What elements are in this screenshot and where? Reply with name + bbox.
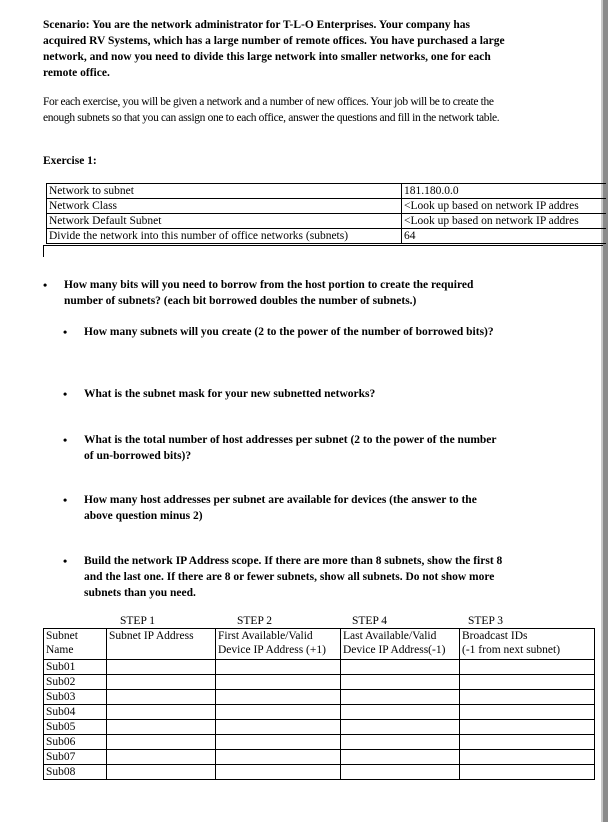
last-valid-cell[interactable] [341, 735, 460, 750]
broadcast-cell[interactable] [460, 720, 595, 735]
question-total-hosts [63, 432, 504, 464]
header-line: Name [46, 644, 74, 656]
table-row [44, 720, 595, 735]
question-subnet-mask [63, 386, 504, 402]
question-text: What is the subnet mask for your new subnetted networks? [84, 388, 376, 400]
subnet-ip-cell[interactable] [107, 735, 216, 750]
table-underline [43, 245, 603, 246]
info-value: <Look up based on network IP addres [402, 199, 607, 214]
broadcast-cell[interactable] [460, 690, 595, 705]
header-broadcast [460, 629, 595, 660]
subnet-name: Sub07 [44, 750, 107, 765]
question-subnet-count [63, 324, 504, 340]
header-line: (-1 from next subnet) [462, 644, 561, 656]
subnet-ip-cell[interactable] [107, 750, 216, 765]
info-row [47, 199, 607, 214]
question-available-hosts [63, 492, 504, 524]
header-line: Subnet IP Address [109, 630, 194, 642]
bullet-icon: • [63, 387, 68, 401]
info-row [47, 184, 607, 199]
table-row [44, 750, 595, 765]
table-row [44, 705, 595, 720]
subnet-name: Sub02 [44, 675, 107, 690]
header-line: Subnet [46, 630, 78, 642]
last-valid-cell[interactable] [341, 690, 460, 705]
question-text: How many host addresses per subnet are available for devices (the answer to the above question minus 2) [84, 494, 477, 522]
broadcast-cell[interactable] [460, 660, 595, 675]
subnet-name: Sub08 [44, 765, 107, 780]
first-valid-cell[interactable] [216, 690, 341, 705]
header-first-available [216, 629, 341, 660]
exercise-title: Exercise 1: [43, 155, 97, 167]
subnet-ip-cell[interactable] [107, 705, 216, 720]
info-label: Divide the network into this number of office networks (subnets) [47, 229, 402, 244]
table-row [44, 690, 595, 705]
bullet-icon: • [63, 554, 68, 568]
header-row [44, 629, 595, 660]
last-valid-cell[interactable] [341, 705, 460, 720]
subnet-ip-cell[interactable] [107, 675, 216, 690]
info-label: Network Default Subnet [47, 214, 402, 229]
table-row [44, 765, 595, 780]
broadcast-cell[interactable] [460, 705, 595, 720]
info-row [47, 229, 607, 244]
info-value: 64 [402, 229, 607, 244]
first-valid-cell[interactable] [216, 735, 341, 750]
header-subnet-name [44, 629, 107, 660]
subnet-name: Sub05 [44, 720, 107, 735]
first-valid-cell[interactable] [216, 765, 341, 780]
step-label: STEP 1 [120, 615, 156, 627]
info-value: <Look up based on network IP addres [402, 214, 607, 229]
scenario-text: Scenario: You are the network administrator for T-L-O Enterprises. Your company has acquired RV Systems, which has a large number of remote offices. You have purchased a large network, and now you need to divide this large network into smaller networks, one for each remote office. [43, 19, 505, 79]
table-row [44, 660, 595, 675]
header-line: Broadcast IDs [462, 630, 528, 642]
info-label: Network to subnet [47, 184, 402, 199]
question-text: Build the network IP Address scope. If there are more than 8 subnets, show the first 8 and the last one. If there are 8 or fewer subnets, show all subnets. Do not show more subnets than you need. [84, 555, 503, 599]
question-text: What is the total number of host addresses per subnet (2 to the power of the number of un-borrowed bits)? [84, 434, 497, 462]
header-last-available [341, 629, 460, 660]
subnet-name: Sub04 [44, 705, 107, 720]
subnet-ip-cell[interactable] [107, 765, 216, 780]
instructions-text: For each exercise, you will be given a network and a number of new offices. Your job will be to create the enough subnets so that you can assign one to each office, answer the questions and fill in the network table. [43, 96, 500, 124]
header-line: Device IP Address (+1) [218, 644, 326, 656]
info-label: Network Class [47, 199, 402, 214]
broadcast-cell[interactable] [460, 750, 595, 765]
network-info-table [46, 183, 606, 244]
subnet-name: Sub01 [44, 660, 107, 675]
subnet-ip-cell[interactable] [107, 660, 216, 675]
step-label: STEP 3 [468, 615, 504, 627]
network-table [43, 628, 595, 780]
question-text: How many bits will you need to borrow from the host portion to create the required number of subnets? (each bit borrowed doubles the number of subnets.) [64, 279, 474, 307]
question-text: How many subnets will you create (2 to the power of the number of borrowed bits)? [84, 326, 494, 338]
step-label: STEP 4 [352, 615, 388, 627]
bullet-icon: • [63, 325, 68, 339]
header-line: First Available/Valid [218, 630, 313, 642]
last-valid-cell[interactable] [341, 765, 460, 780]
step-label: STEP 2 [237, 615, 273, 627]
last-valid-cell[interactable] [341, 720, 460, 735]
first-valid-cell[interactable] [216, 675, 341, 690]
first-valid-cell[interactable] [216, 750, 341, 765]
broadcast-cell[interactable] [460, 735, 595, 750]
subnet-ip-cell[interactable] [107, 690, 216, 705]
bullet-icon: • [43, 278, 48, 292]
broadcast-cell[interactable] [460, 765, 595, 780]
broadcast-cell[interactable] [460, 675, 595, 690]
last-valid-cell[interactable] [341, 675, 460, 690]
info-row [47, 214, 607, 229]
table-row [44, 675, 595, 690]
first-valid-cell[interactable] [216, 705, 341, 720]
header-line: Last Available/Valid [343, 630, 437, 642]
page-edge [603, 0, 608, 822]
last-valid-cell[interactable] [341, 750, 460, 765]
info-value: 181.180.0.0 [402, 184, 607, 199]
last-valid-cell[interactable] [341, 660, 460, 675]
first-valid-cell[interactable] [216, 720, 341, 735]
table-tick [43, 245, 44, 257]
bullet-icon: • [63, 433, 68, 447]
subnet-ip-cell[interactable] [107, 720, 216, 735]
subnet-name: Sub06 [44, 735, 107, 750]
header-line: Device IP Address(-1) [343, 644, 446, 656]
bullet-icon: • [63, 493, 68, 507]
first-valid-cell[interactable] [216, 660, 341, 675]
table-row [44, 735, 595, 750]
header-subnet-ip [107, 629, 216, 660]
question-build-scope [63, 553, 504, 601]
question-borrow-bits [43, 277, 514, 309]
subnet-name: Sub03 [44, 690, 107, 705]
